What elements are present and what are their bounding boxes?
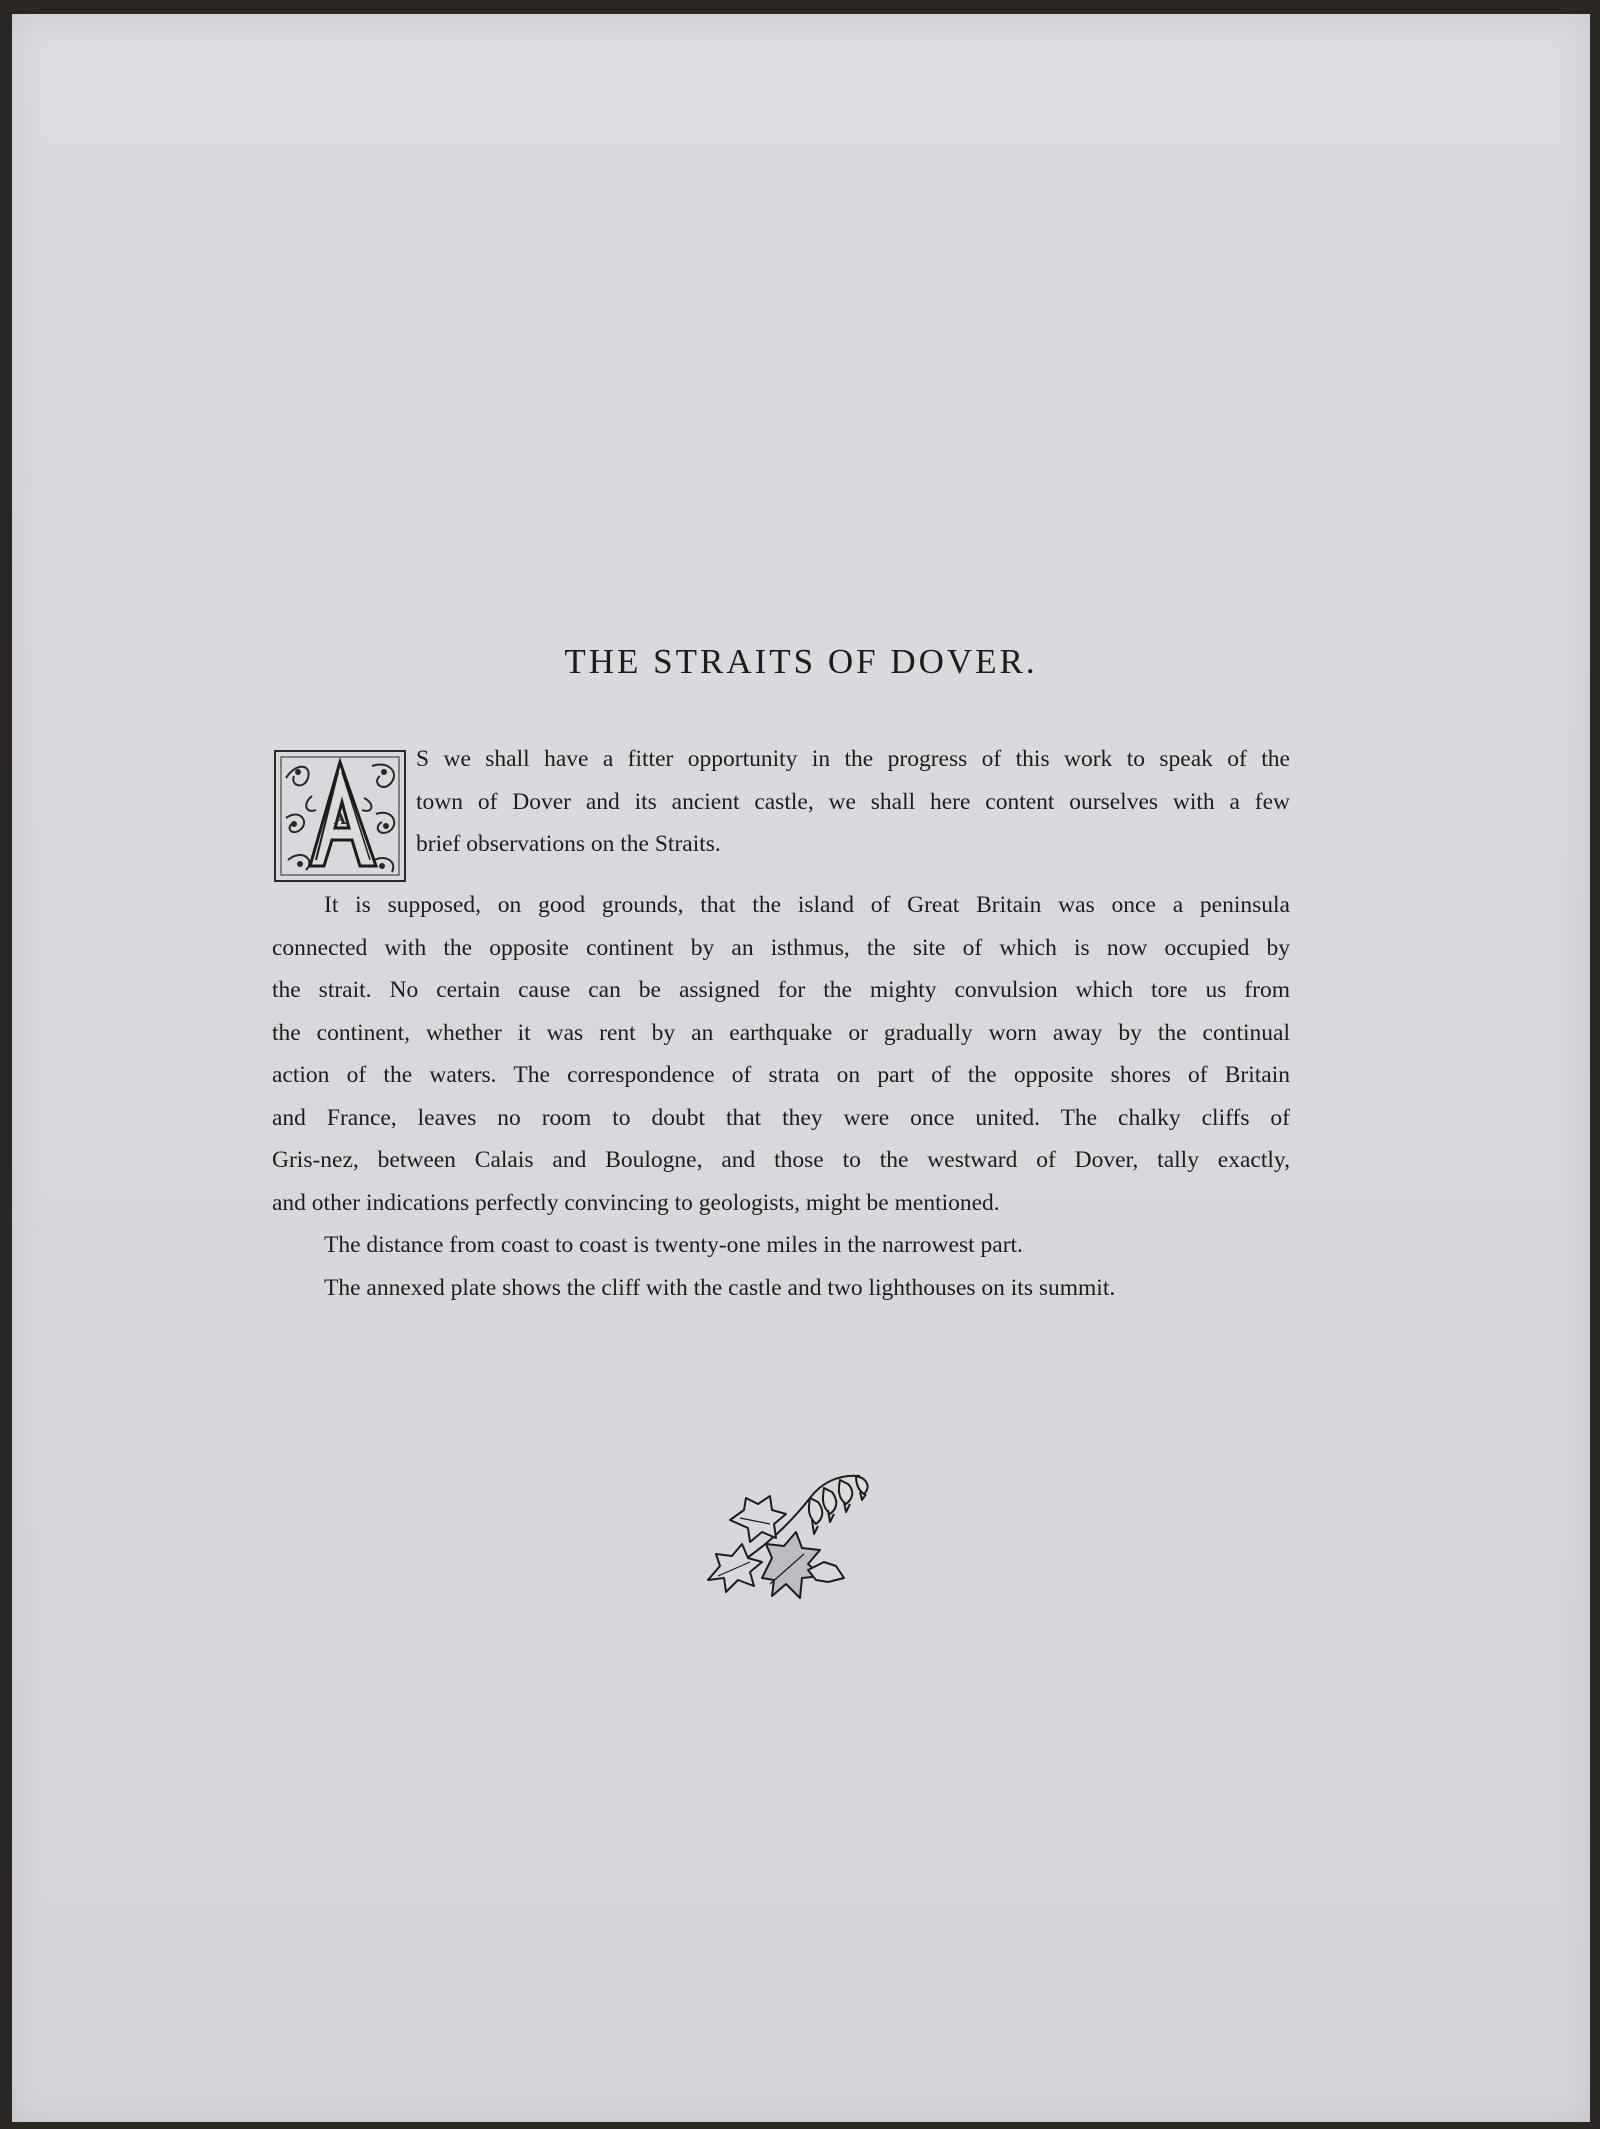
- intro-lines: [416, 738, 1290, 866]
- intro-line: S we shall have a fitter opportunity in the progress of this work to speak of the: [416, 746, 1290, 772]
- paragraph-line: the continent, whether it was rent by an earthquake or gradually worn away by the continual: [272, 1019, 1290, 1046]
- book-page: [12, 14, 1590, 2122]
- paragraph-distance: The distance from coast to coast is twenty-one miles in the narrowest part.: [324, 1232, 1023, 1258]
- paragraph-plate: The annexed plate shows the cliff with the castle and two lighthouses on its summit.: [324, 1274, 1116, 1301]
- paragraph-geology: [272, 884, 1290, 1224]
- paragraph-line: and France, leaves no room to doubt that they were once united. The chalky cliffs of: [272, 1104, 1290, 1131]
- svg-text:A: A: [333, 809, 347, 828]
- paragraph-line: connected with the opposite continent by an isthmus, the site of which is now occupied by: [272, 934, 1290, 961]
- decorated-initial-a-icon: [272, 748, 408, 884]
- page-title: THE STRAITS OF DOVER.: [564, 642, 1038, 681]
- paragraph-line: the strait. No certain cause can be assigned for the mighty convulsion which tore us from: [272, 977, 1290, 1003]
- body-text: [272, 738, 1290, 1309]
- intro-line: town of Dover and its ancient castle, we shall here content ourselves with a few: [416, 788, 1290, 815]
- paragraph-line: and other indications perfectly convincing to geologists, might be mentioned.: [272, 1189, 1000, 1216]
- paragraph-line: It is supposed, on good grounds, that the island of Great Britain was once a peninsula: [324, 892, 1290, 918]
- paragraph-line: action of the waters. The correspondence of strata on part of the opposite shores of Britain: [272, 1062, 1290, 1088]
- intro-paragraph: [272, 738, 1290, 884]
- paragraph-line: Gris-nez, between Calais and Boulogne, and those to the westward of Dover, tally exactly,: [272, 1147, 1290, 1173]
- intro-line: brief observations on the Straits.: [416, 831, 721, 857]
- flower-tailpiece-icon: [700, 1458, 880, 1608]
